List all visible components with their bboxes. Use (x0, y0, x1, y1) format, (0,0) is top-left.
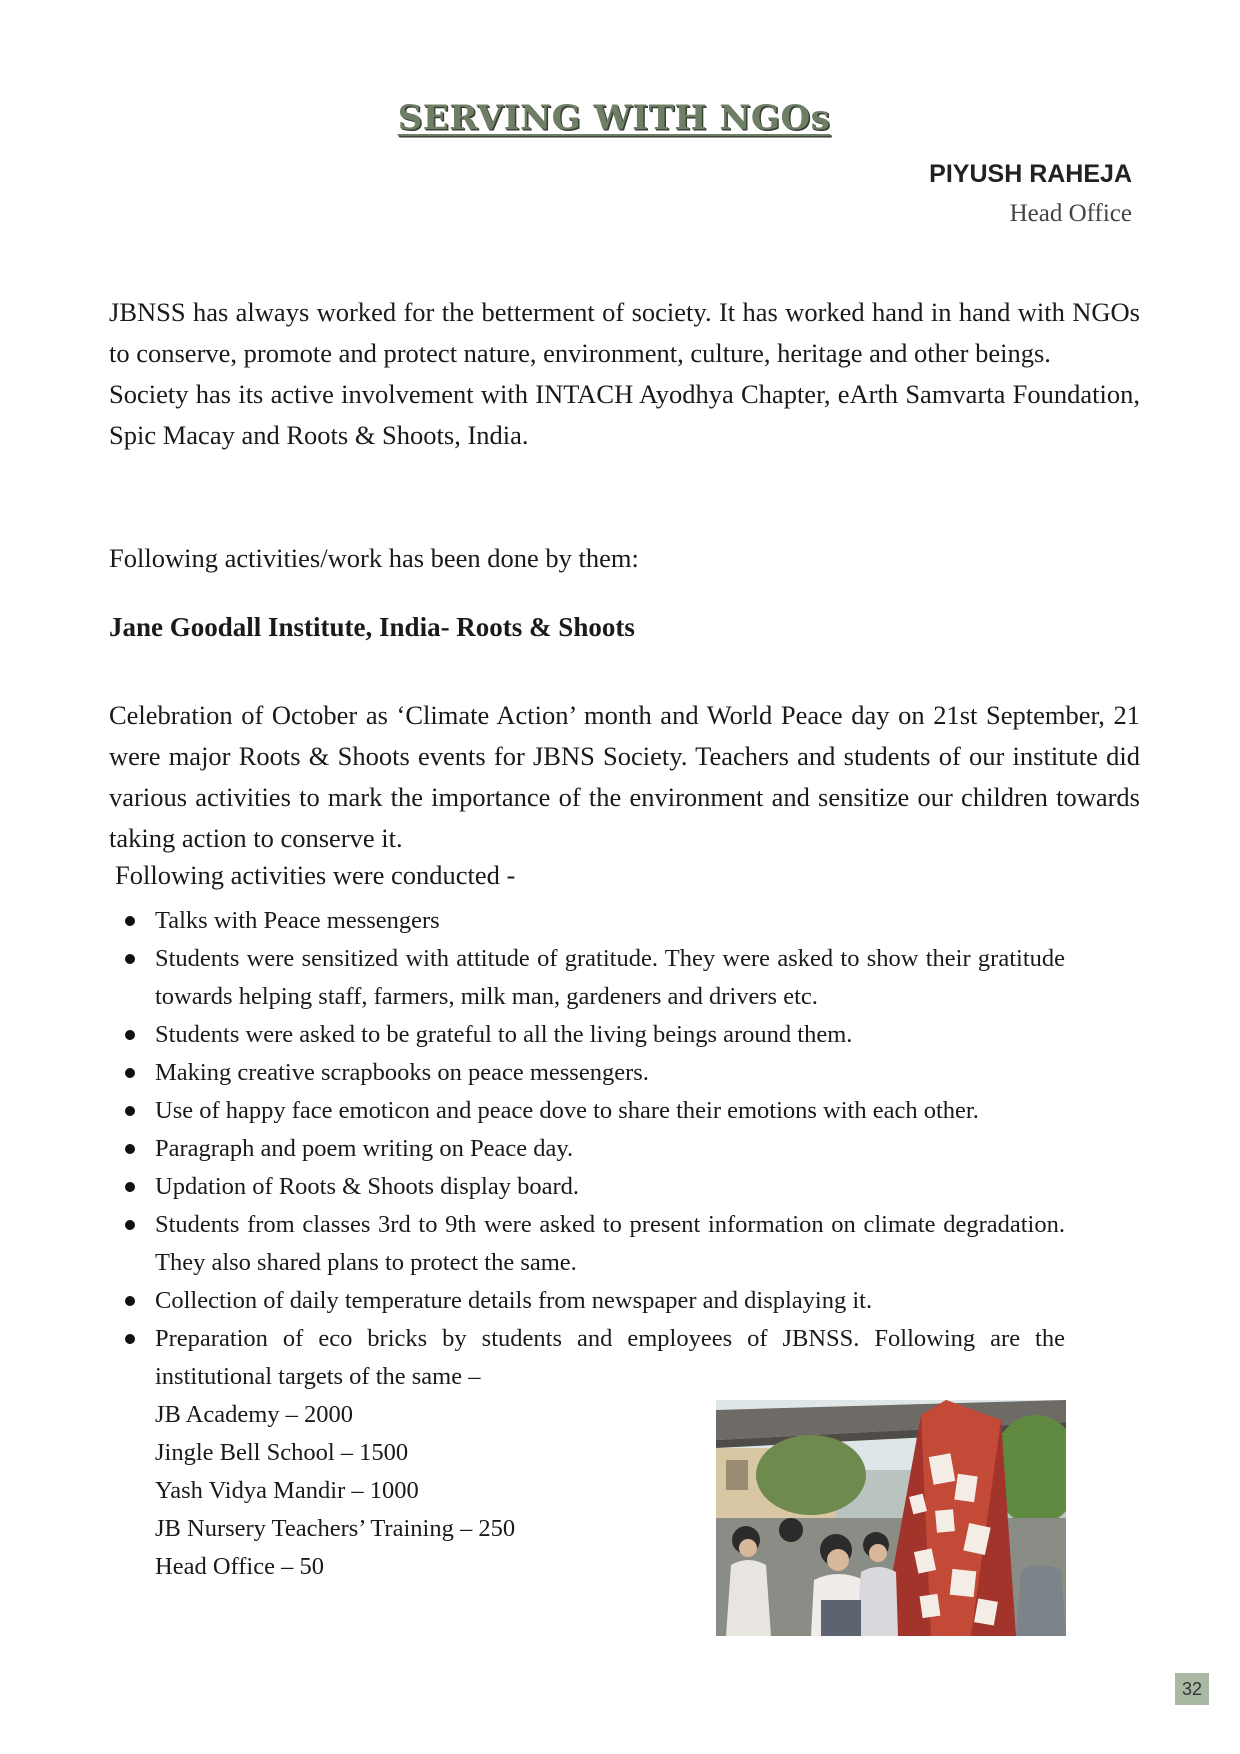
page-title (0, 98, 1240, 138)
bullet-icon (125, 1106, 135, 1116)
list-item-text: Collection of daily temperature details from newspaper and displaying it. (155, 1287, 873, 1314)
list-item-text: Students were sensitized with attitude of gratitude. They were asked to show their gratitude towards helping staff, farmers, milk man, gardeners and drivers etc. (155, 945, 1065, 1010)
section-heading: Jane Goodall Institute, India- Roots & Shoots (109, 612, 635, 642)
bullet-icon (125, 1182, 135, 1192)
bullet-icon (125, 1296, 135, 1306)
list-item-text: Preparation of eco bricks by students and employees of JBNSS. Following are the institutional targets of the same – (155, 1325, 1065, 1390)
list-item-text: Students from classes 3rd to 9th were asked to present information on climate degradation. They also shared plans to protect the same. (155, 1211, 1065, 1276)
celebration-paragraph: Celebration of October as ‘Climate Action’ month and World Peace day on 21st September, 21 were major Roots & Shoots events for JBNS Society. Teachers and students of our institute did various activities to mark the importance of the environment and sensitize our children towards taking action to conserve it. (109, 700, 1140, 853)
page-number: 32 (1175, 1673, 1209, 1705)
conducted-paragraph: Following activities were conducted - (115, 860, 516, 890)
list-item (155, 1282, 1065, 1320)
target-item: Head Office – 50 (155, 1553, 324, 1580)
target-item: Jingle Bell School – 1500 (155, 1439, 409, 1466)
bullet-icon (125, 954, 135, 964)
target-item: JB Academy – 2000 (155, 1401, 354, 1428)
bullet-icon (125, 1334, 135, 1344)
list-item-text: Paragraph and poem writing on Peace day. (155, 1135, 574, 1162)
bullet-icon (125, 916, 135, 926)
author-office: Head Office (1009, 200, 1132, 227)
list-item (155, 1016, 1065, 1054)
list-item-text: Updation of Roots & Shoots display board. (155, 1173, 579, 1200)
list-item-text: Talks with Peace messengers (155, 907, 440, 934)
intro-block (109, 292, 1140, 456)
intro-paragraph-2: Society has its active involvement with INTACH Ayodhya Chapter, eArth Samvarta Foundation, Spic Macay and Roots & Shoots, India. (109, 379, 1140, 450)
event-photo (716, 1400, 1066, 1636)
list-item (155, 1130, 1065, 1168)
bullet-icon (125, 1220, 135, 1230)
list-item-text: Use of happy face emoticon and peace dove to share their emotions with each other. (155, 1097, 979, 1124)
target-item: Yash Vidya Mandir – 1000 (155, 1477, 419, 1504)
list-item-text: Students were asked to be grateful to all the living beings around them. (155, 1021, 853, 1048)
list-item (155, 902, 1065, 940)
intro-paragraph-1: JBNSS has always worked for the betterment of society. It has worked hand in hand with NGOs to conserve, promote and protect nature, environment, culture, heritage and other beings. (109, 297, 1140, 368)
bullet-icon (125, 1068, 135, 1078)
target-item: JB Nursery Teachers’ Training – 250 (155, 1515, 516, 1542)
author-name: PIYUSH RAHEJA (929, 160, 1132, 188)
event-photo-illustration (716, 1400, 1066, 1636)
list-item (155, 1092, 1065, 1130)
page-title-text: SERVING WITH NGOs (397, 98, 831, 138)
list-item (155, 1168, 1065, 1206)
bullet-icon (125, 1030, 135, 1040)
bullet-icon (125, 1144, 135, 1154)
list-item (155, 1054, 1065, 1092)
following-paragraph: Following activities/work has been done by them: (109, 543, 639, 573)
list-item-text: Making creative scrapbooks on peace messengers. (155, 1059, 649, 1086)
list-item (155, 940, 1065, 1016)
list-item (155, 1206, 1065, 1282)
